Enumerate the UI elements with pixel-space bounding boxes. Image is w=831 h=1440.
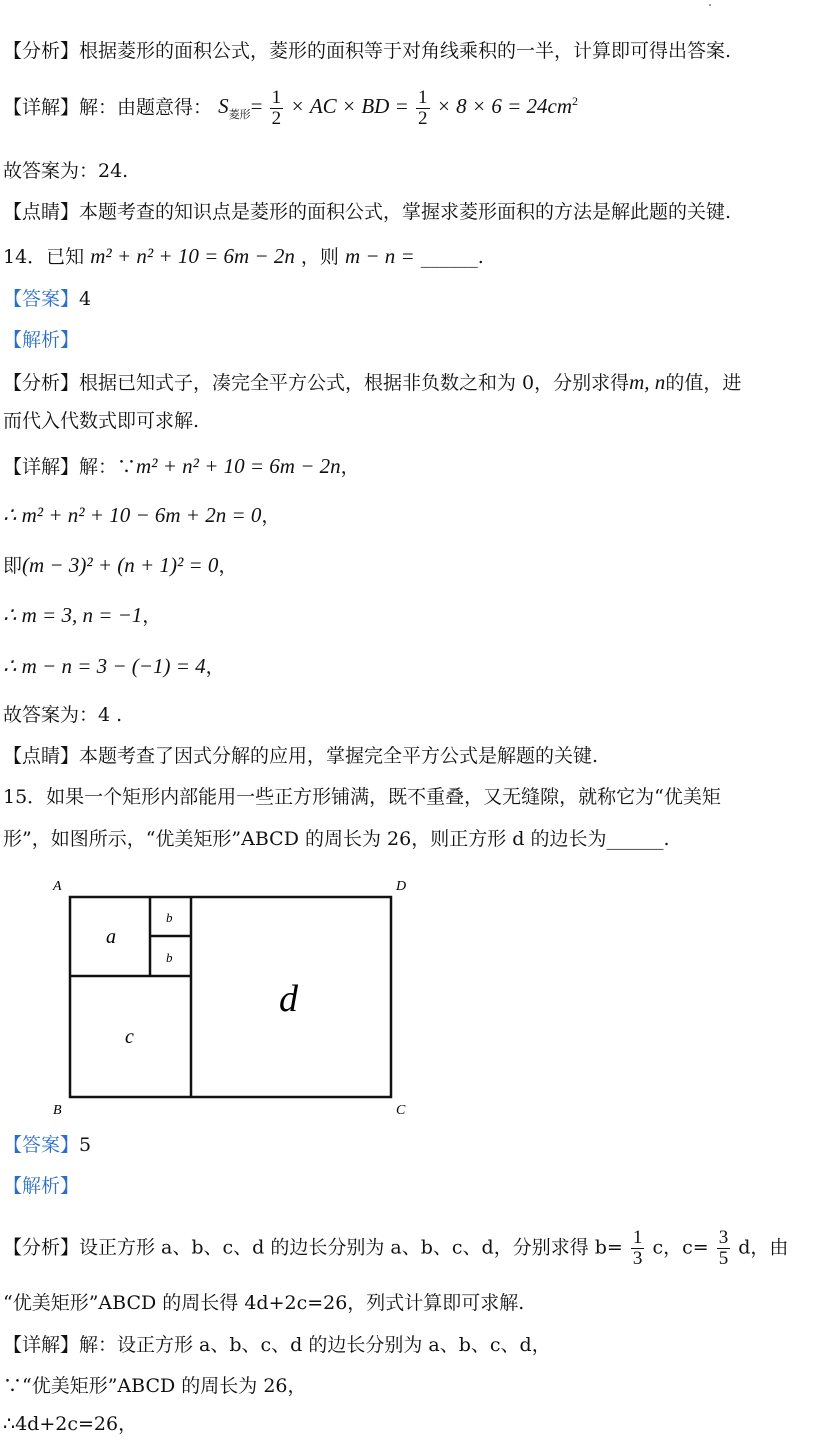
label-c: c xyxy=(125,1026,134,1048)
analysis-line-15: 【分析】设正方形 a、b、c、d 的边长分别为 a、b、c、d，分别求得 b= $\frac{1}{3}$ c，c= $\frac{3}{5}$ d，由 xyxy=(3,1227,789,1269)
question-15a: 15．如果一个矩形内部能用一些正方形铺满，既不重叠，又无缝隙，就称它为“优美矩 xyxy=(3,786,721,808)
label-b1: b xyxy=(166,910,173,925)
detail-prefix: 【详解】解：由题意得： xyxy=(3,96,213,119)
analysis-line-15b: “优美矩形”ABCD 的周长得 4d+2c=26，列式计算即可求解. xyxy=(3,1292,525,1314)
detail-line-15b: ∵“优美矩形”ABCD 的周长为 26， xyxy=(3,1375,307,1397)
fraction-one-third: $\frac{1}{3}$ xyxy=(632,1227,643,1269)
analysis-line-14b: 而代入代数式即可求解. xyxy=(3,410,200,432)
label-b2: b xyxy=(166,950,173,965)
answer-14: 【答案】4 xyxy=(3,288,92,310)
answer-line-14: 故答案为：4 . xyxy=(3,704,123,726)
solution-tag-15: 【解析】 xyxy=(3,1175,80,1197)
analysis-line-13: 【分析】根据菱形的面积公式，菱形的面积等于对角线乘积的一半，计算即可得出答案. xyxy=(3,40,732,62)
label-B: B xyxy=(53,1103,62,1118)
step-1: ∴ m² + n² + 10 − 6m + 2n = 0， xyxy=(3,503,281,527)
analysis-line-14: 【分析】根据已知式子，凑完全平方公式，根据非负数之和为 0，分别求得m, n的值，进 xyxy=(3,370,742,394)
answer-tag: 【答案】 xyxy=(3,288,80,310)
question-14: 14．已知 m² + n² + 10 = 6m − 2n ，则 m − n = ______. xyxy=(3,244,484,268)
rectangle-figure xyxy=(45,868,425,1123)
rect-abcd xyxy=(70,897,391,1097)
label-C: C xyxy=(396,1103,406,1118)
label-D: D xyxy=(396,879,407,894)
detail-line-13 xyxy=(3,88,578,129)
step-4: ∴ m − n = 3 − (−1) = 4， xyxy=(3,654,225,678)
detail-line-15c: ∴4d+2c=26， xyxy=(3,1413,138,1435)
detail-line-14: 【详解】解：∵m² + n² + 10 = 6m − 2n， xyxy=(3,454,360,478)
label-d: d xyxy=(279,978,298,1020)
step-2: 即(m − 3)² + (n + 1)² = 0， xyxy=(3,553,238,577)
answer-15: 【答案】5 xyxy=(3,1134,92,1156)
page-speck xyxy=(709,4,711,6)
step-3: ∴ m = 3, n = −1， xyxy=(3,603,162,627)
question-15b: 形”，如图所示，“优美矩形”ABCD 的周长为 26，则正方形 d 的边长为______. xyxy=(3,828,670,850)
fraction-one-half: $\frac{1}{2}$ xyxy=(271,87,282,129)
detail-line-15: 【详解】解：设正方形 a、b、c、d 的边长分别为 a、b、c、d， xyxy=(3,1334,551,1356)
comment-line-14: 【点睛】本题考查了因式分解的应用，掌握完全平方公式是解题的关键. xyxy=(3,745,599,767)
answer-tag-15: 【答案】 xyxy=(3,1134,80,1156)
comment-line-13: 【点睛】本题考查的知识点是菱形的面积公式，掌握求菱形面积的方法是解此题的关键. xyxy=(3,201,732,223)
fraction-one-half-2: $\frac{1}{2}$ xyxy=(418,87,428,129)
answer-line-13: 故答案为：24. xyxy=(3,160,129,182)
area-formula: $S_{菱形}=$ $\frac{1}{2}$ × AC × BD = $\frac{1}{2}$ × $8 \times 6 = 24cm^2$ xyxy=(218,87,578,129)
solution-tag-14: 【解析】 xyxy=(3,329,80,351)
fraction-three-fifths: $\frac{3}{5}$ xyxy=(718,1227,729,1269)
label-a: a xyxy=(106,926,116,948)
label-A: A xyxy=(53,879,62,894)
